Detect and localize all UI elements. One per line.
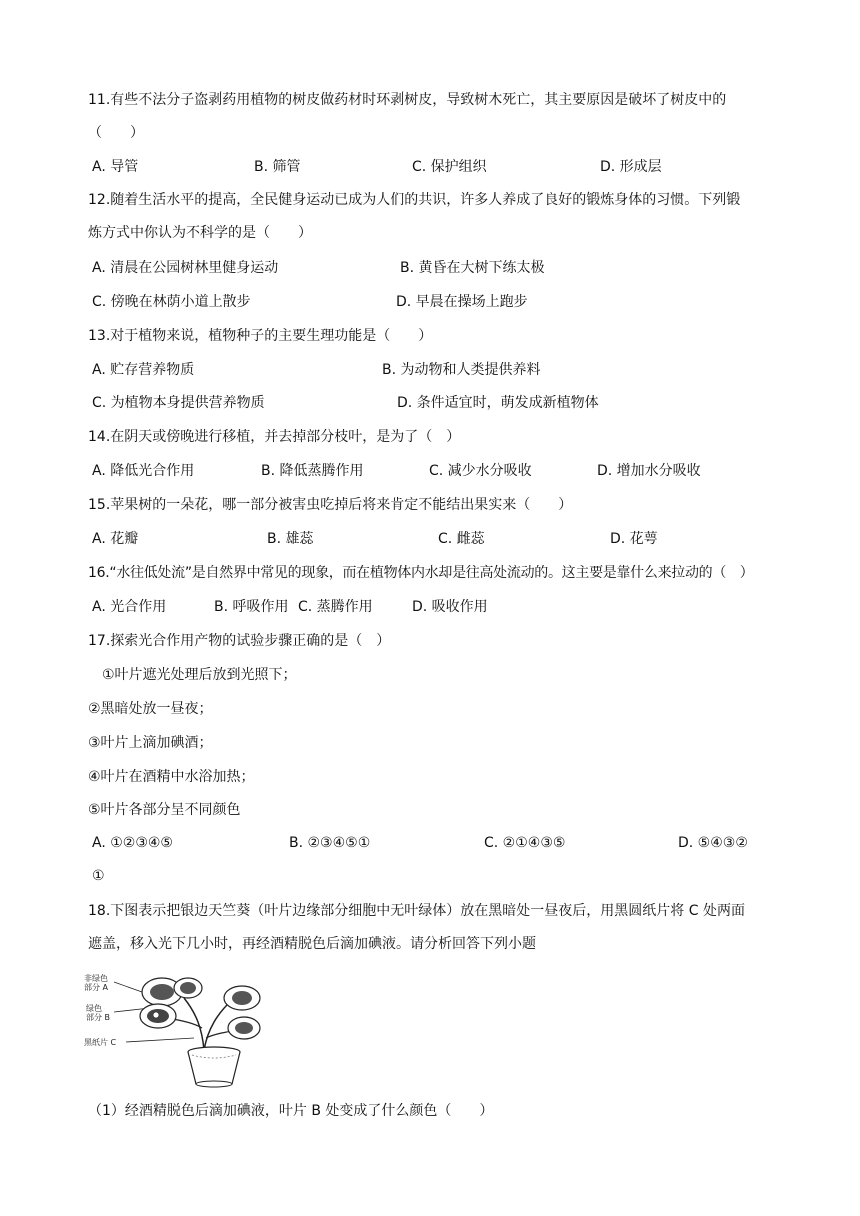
- question-15-stem: 15.苹果树的一朵花，哪一部分被害虫吃掉后将来肯定不能结出果实来（ ）: [88, 497, 573, 513]
- question-16-option-d[interactable]: D. 吸收作用: [412, 599, 488, 615]
- question-17-option-d-wrap: ①: [92, 868, 105, 884]
- question-14-option-c[interactable]: C. 减少水分吸收: [429, 463, 532, 479]
- question-17-step-5: ⑤叶片各部分呈不同颜色: [88, 802, 241, 818]
- question-17-option-b[interactable]: B. ②③④⑤①: [289, 835, 371, 851]
- question-13-option-b[interactable]: B. 为动物和人类提供养料: [382, 362, 541, 378]
- question-13-option-d[interactable]: D. 条件适宜时，萌发成新植物体: [397, 395, 599, 411]
- question-11-option-c[interactable]: C. 保护组织: [412, 159, 487, 175]
- question-12-option-d[interactable]: D. 早晨在操场上跑步: [396, 294, 528, 310]
- question-16-option-a[interactable]: A. 光合作用: [92, 599, 167, 615]
- question-15-option-a[interactable]: A. 花瓣: [92, 531, 139, 547]
- question-14-stem: 14.在阴天或傍晚进行移植，并去掉部分枝叶，是为了（ ）: [88, 429, 461, 445]
- question-11-stem: 11.有些不法分子盗剥药用植物的树皮做药材时环剥树皮，导致树木死亡，其主要原因是破坏了树皮中的: [88, 92, 727, 108]
- question-15-option-b[interactable]: B. 雄蕊: [267, 531, 314, 547]
- question-12-option-c[interactable]: C. 傍晚在林荫小道上散步: [92, 294, 251, 310]
- question-17-option-c[interactable]: C. ②①④③⑤: [484, 835, 566, 851]
- question-14-option-d[interactable]: D. 增加水分吸收: [597, 463, 701, 479]
- figure-label-b-line1: 绿色: [86, 1004, 102, 1013]
- question-12-option-b[interactable]: B. 黄昏在大树下练太极: [400, 260, 545, 276]
- question-11-blank: （ ）: [88, 125, 144, 141]
- question-17-step-1: ①叶片遮光处理后放到光照下；: [102, 667, 297, 683]
- question-11-option-b[interactable]: B. 筛管: [254, 159, 301, 175]
- question-13-option-a[interactable]: A. 贮存营养物质: [92, 362, 195, 378]
- question-12-stem-cont: 炼方式中你认为不科学的是（ ）: [88, 225, 312, 241]
- question-14-option-b[interactable]: B. 降低蒸腾作用: [261, 463, 364, 479]
- question-18-subquestion-1: （1）经酒精脱色后滴加碘液，叶片 B 处变成了什么颜色（ ）: [88, 1103, 494, 1119]
- question-17-stem: 17.探索光合作用产物的试验步骤正确的是（ ）: [88, 633, 391, 649]
- question-17-step-4: ④叶片在酒精中水浴加热；: [88, 769, 255, 785]
- figure-label-c: 黑纸片 C: [84, 1038, 117, 1047]
- question-18-stem-cont: 遮盖，移入光下几小时，再经酒精脱色后滴加碘液。请分析回答下列小题: [88, 936, 536, 952]
- question-12-option-a[interactable]: A. 清晨在公园树林里健身运动: [92, 260, 279, 276]
- question-13-stem: 13.对于植物来说，植物种子的主要生理功能是（ ）: [88, 328, 433, 344]
- question-11-option-a[interactable]: A. 导管: [92, 159, 139, 175]
- figure-label-b-line2: 部分 B: [86, 1013, 111, 1022]
- question-15-option-c[interactable]: C. 雌蕊: [438, 531, 485, 547]
- question-16-option-b[interactable]: B. 呼吸作用: [214, 599, 289, 615]
- figure-label-a-line2: 部分 A: [84, 983, 109, 992]
- figure-label-a-line1: 非绿色: [84, 974, 108, 983]
- question-16-option-c[interactable]: C. 蒸腾作用: [298, 599, 373, 615]
- question-11-option-d[interactable]: D. 形成层: [600, 159, 662, 175]
- question-18-stem: 18.下图表示把银边天竺葵（叶片边缘部分细胞中无叶绿体）放在黑暗处一昼夜后，用黑圆纸片将 C 处两面: [88, 903, 745, 919]
- geranium-drawing: [84, 968, 264, 1088]
- question-17-step-3: ③叶片上滴加碘酒；: [88, 735, 213, 751]
- question-12-stem: 12.随着生活水平的提高，全民健身运动已成为人们的共识，许多人养成了良好的锻炼身体的习惯。下列锻: [88, 192, 741, 208]
- question-17-step-2: ②黑暗处放一昼夜；: [88, 701, 213, 717]
- question-15-option-d[interactable]: D. 花萼: [610, 531, 658, 547]
- question-14-option-a[interactable]: A. 降低光合作用: [92, 463, 195, 479]
- question-17-option-d[interactable]: D. ⑤④③②: [678, 835, 748, 851]
- question-16-stem: 16.“水往低处流”是自然界中常见的现象，而在植物体内水却是往高处流动的。这主要是靠什么来拉动的（ ）: [88, 565, 754, 581]
- question-17-option-a[interactable]: A. ①②③④⑤: [92, 835, 173, 851]
- geranium-figure: [84, 968, 264, 1088]
- question-13-option-c[interactable]: C. 为植物本身提供营养物质: [92, 395, 265, 411]
